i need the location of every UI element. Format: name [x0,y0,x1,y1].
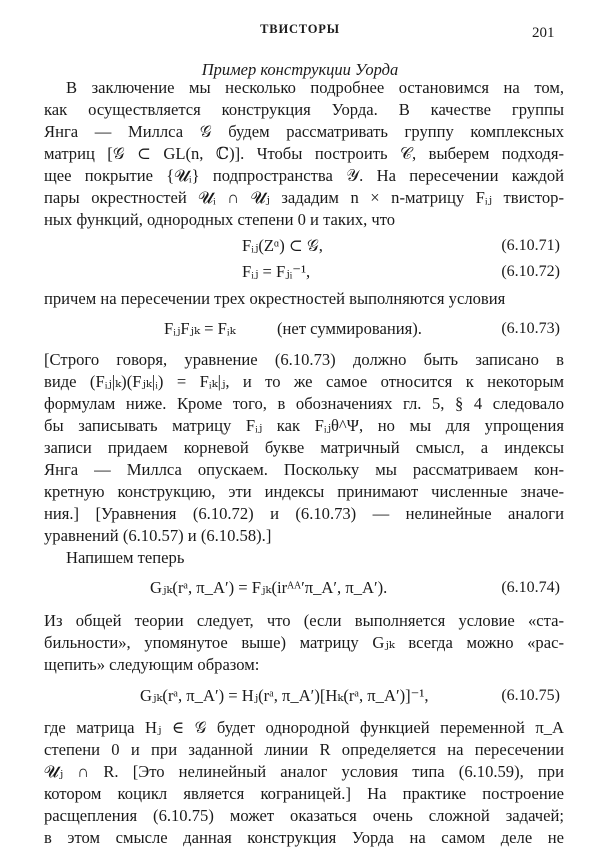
equation-6-10-71: Fᵢⱼ(Zᵅ) ⊂ 𝒢, [242,236,323,255]
equation-note: (нет суммирования). [277,319,422,338]
paragraph-line: бильности», упомянутое выше) матрицу Gⱼₖ всегда можно «рас- [44,633,564,652]
paragraph-line: 𝓤ⱼ ∩ R. [Это нелинейный аналог условия типа (6.10.59), при [44,762,564,781]
paragraph-line: уравнений (6.10.57) и (6.10.58).] [44,526,272,545]
paragraph-line: Янга — Миллса опускаем. Поскольку мы рассматриваем кон- [44,460,564,479]
text-line: причем на пересечении трех окрестностей выполняются условия [44,289,506,308]
running-head: ТВИСТОРЫ [260,22,340,36]
equation-number: (6.10.71) [501,237,560,254]
paragraph-line: щепить» следующим образом: [44,655,260,674]
paragraph-line: пары окрестностей 𝓤ᵢ ∩ 𝓤ⱼ зададим n × n-матрицу Fᵢⱼ твистор- [44,188,564,207]
paragraph-line: формулам ниже. Кроме того, в обозначениях гл. 5, § 4 следовало [44,394,564,413]
paragraph-line: расщепления (6.10.75) может оказаться очень сложной задачей; [44,806,564,825]
paragraph-line: виде (Fᵢⱼ|ₖ)(Fⱼₖ|ᵢ) = Fᵢₖ|ⱼ, и то же самое относится к некоторым [44,372,564,391]
equation-6-10-72: Fᵢⱼ = Fⱼᵢ⁻¹, [242,262,311,281]
paragraph-line: матриц [𝒢 ⊂ GL(n, ℂ)]. Чтобы построить 𝒞, выберем подходя- [44,144,564,163]
paragraph-line: в этом смысле данная конструкция Уорда на самом деле не [44,828,564,847]
equation-number: (6.10.72) [501,263,560,280]
paragraph-line: бы записывать матрицу Fᵢⱼ как Fᵢⱼθ^Ψ, но мы для упрощения [44,416,564,435]
paragraph-line: В заключение мы несколько подробнее остановимся на том, [66,78,564,97]
equation-6-10-75: Gⱼₖ(rᵃ, π_A′) = Hⱼ(rᵃ, π_A′)[Hₖ(rᵃ, π_A′)]⁻¹, [140,686,429,705]
text-line: Напишем теперь [66,548,185,567]
paragraph-line: ния.] [Уравнения (6.10.72) и (6.10.73) — нелинейные аналоги [44,504,564,523]
equation-number: (6.10.73) [501,320,560,337]
paragraph-line: Янга — Миллса 𝒢 будем рассматривать группу комплексных [44,122,564,141]
paragraph-line: степени 0 и при заданной линии R определяется на пересечении [44,740,564,759]
paragraph-line: как осуществляется конструкция Уорда. В качестве группы [44,100,564,119]
equation-number: (6.10.75) [501,687,560,704]
section-title: Пример конструкции Уорда [201,60,399,79]
equation-number: (6.10.74) [501,579,560,596]
paragraph-line: записи придаем корневой букве матричный смысл, а индексы [44,438,564,457]
equation-6-10-74: Gⱼₖ(rᵃ, π_A′) = Fⱼₖ(irᴬᴬ′π_A′, π_A′). [150,578,388,597]
paragraph-line: Из общей теории следует, что (если выполняется условие «ста- [44,611,564,630]
paragraph-line: котором коцикл является кограницей.] На практике построение [44,784,564,803]
paragraph-line: щее покрытие {𝓤ᵢ} подпространства 𝒴. На пересечении каждой [44,166,564,185]
page-number: 201 [532,25,555,41]
paragraph-line: кретную конструкцию, эти индексы принимают численные значе- [44,482,564,501]
equation-6-10-73: FᵢⱼFⱼₖ = Fᵢₖ [164,319,236,338]
paragraph-line: [Строго говоря, уравнение (6.10.73) должно быть записано в [44,350,564,369]
paragraph-line: где матрица Hⱼ ∈ 𝒢 будет однородной функцией переменной π_A [44,718,564,737]
paragraph-line: ных функций, однородных степени 0 и таких, что [44,210,396,229]
